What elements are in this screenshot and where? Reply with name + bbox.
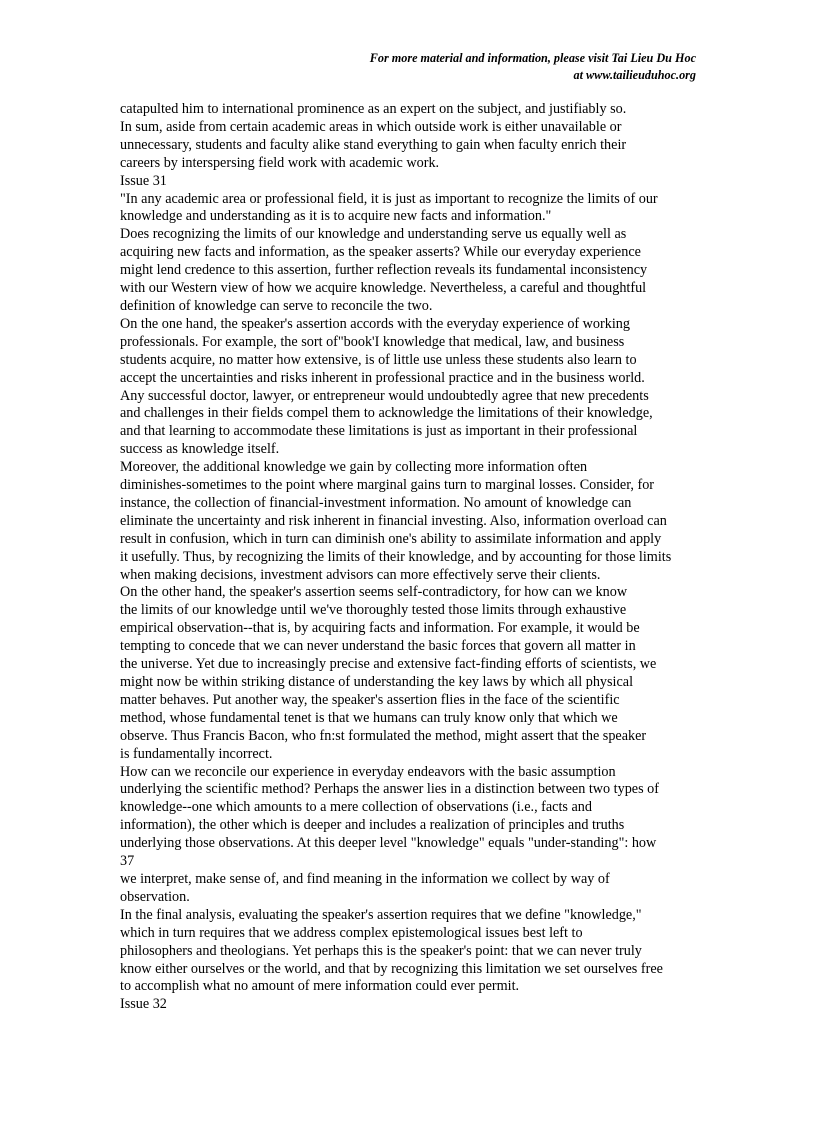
text-line: with our Western view of how we acquire knowledge. Nevertheless, a careful and thoughtful: [120, 280, 647, 297]
document-body: [120, 101, 710, 1014]
header-line-1: For more material and information, please visit Tai Lieu Du Hoc: [369, 51, 696, 65]
text-line: observation.: [120, 888, 190, 905]
page-header: [370, 50, 696, 84]
text-line: definition of knowledge can serve to reconcile the two.: [120, 297, 433, 314]
text-line: philosophers and theologians. Yet perhaps this is the speaker's point: that we can never truly: [120, 942, 642, 959]
text-line: On the one hand, the speaker's assertion accords with the everyday experience of working: [120, 315, 630, 332]
text-line: information), the other which is deeper and includes a realization of principles and truths: [120, 817, 625, 834]
text-line: professionals. For example, the sort of"book'I knowledge that medical, law, and business: [120, 333, 625, 350]
text-line: "In any academic area or professional field, it is just as important to recognize the limits of our: [120, 190, 658, 207]
text-line: it usefully. Thus, by recognizing the limits of their knowledge, and by accounting for those limits: [120, 548, 672, 565]
text-line: underlying the scientific method? Perhaps the answer lies in a distinction between two types of: [120, 781, 659, 798]
text-line: we interpret, make sense of, and find meaning in the information we collect by way of: [120, 870, 610, 887]
text-line: the universe. Yet due to increasingly precise and extensive fact-finding efforts of scientists, we: [120, 656, 657, 673]
text-line: knowledge--one which amounts to a mere collection of observations (i.e., facts and: [120, 799, 592, 816]
text-line: Does recognizing the limits of our knowledge and understanding serve us equally well as: [120, 226, 627, 243]
text-line: matter behaves. Put another way, the speaker's assertion flies in the face of the scientific: [120, 691, 620, 708]
text-line: Moreover, the additional knowledge we gain by collecting more information often: [120, 459, 588, 476]
text-line: How can we reconcile our experience in everyday endeavors with the basic assumption: [120, 763, 616, 780]
text-line: instance, the collection of financial-investment information. No amount of knowledge can: [120, 494, 632, 511]
text-line: careers by interspersing field work with academic work.: [120, 154, 440, 171]
text-line: In sum, aside from certain academic areas in which outside work is either unavailable or: [120, 118, 622, 135]
text-line: diminishes-sometimes to the point where marginal gains turn to marginal losses. Consider, for: [120, 477, 655, 494]
text-line: success as knowledge itself.: [120, 441, 280, 458]
text-line: know either ourselves or the world, and that by recognizing this limitation we set ourselves free: [120, 960, 663, 977]
text-line: to accomplish what no amount of mere information could ever permit.: [120, 978, 520, 995]
text-line: Issue 32: [120, 996, 167, 1013]
text-line: when making decisions, investment advisors can more effectively serve their clients.: [120, 566, 601, 583]
text-line: unnecessary, students and faculty alike stand everything to gain when faculty enrich their: [120, 136, 627, 153]
text-line: might lend credence to this assertion, further reflection reveals its fundamental inconsistency: [120, 262, 648, 279]
text-line: knowledge and understanding as it is to acquire new facts and information.": [120, 208, 552, 225]
text-line: might now be within striking distance of understanding the key laws by which all physical: [120, 674, 634, 690]
text-line: empirical observation--that is, by acquiring facts and information. For example, it would be: [120, 620, 640, 637]
header-line-2: at www.tailieuduhoc.org: [573, 68, 696, 82]
text-line: is fundamentally incorrect.: [120, 745, 273, 762]
text-line: In the final analysis, evaluating the speaker's assertion requires that we define "knowledge,": [120, 906, 642, 923]
text-line: tempting to concede that we can never understand the basic forces that govern all matter in: [120, 638, 636, 655]
text-line: students acquire, no matter how extensive, is of little use unless these students also learn to: [120, 351, 637, 368]
text-line: the limits of our knowledge until we've thoroughly tested those limits through exhaustive: [120, 602, 627, 619]
text-line: Any successful doctor, lawyer, or entrepreneur would undoubtedly agree that new precedents: [120, 387, 649, 404]
text-line: 37: [120, 853, 135, 870]
text-line: result in confusion, which in turn can diminish one's ability to assimilate information and apply: [120, 530, 662, 547]
text-line: underlying those observations. At this deeper level "knowledge" equals "under-standing": how: [120, 835, 657, 852]
text-line: catapulted him to international prominence as an expert on the subject, and justifiably so.: [120, 101, 627, 117]
text-line: eliminate the uncertainty and risk inherent in financial investing. Also, information overload can: [120, 512, 667, 529]
text-line: and that learning to accommodate these limitations is just as important in their professional: [120, 423, 638, 440]
text-line: method, whose fundamental tenet is that we humans can truly know only that which we: [120, 709, 618, 726]
text-line: On the other hand, the speaker's assertion seems self-contradictory, for how can we know: [120, 584, 628, 601]
text-line: Issue 31: [120, 172, 167, 189]
text-line: which in turn requires that we address complex epistemological issues best left to: [120, 924, 583, 941]
text-line: accept the uncertainties and risks inherent in professional practice and in the business world.: [120, 369, 645, 386]
text-line: acquiring new facts and information, as the speaker asserts? While our everyday experience: [120, 244, 641, 261]
text-line: and challenges in their fields compel them to acknowledge the limitations of their knowledge,: [120, 405, 653, 422]
text-line: observe. Thus Francis Bacon, who fn:st formulated the method, might assert that the speaker: [120, 727, 647, 744]
